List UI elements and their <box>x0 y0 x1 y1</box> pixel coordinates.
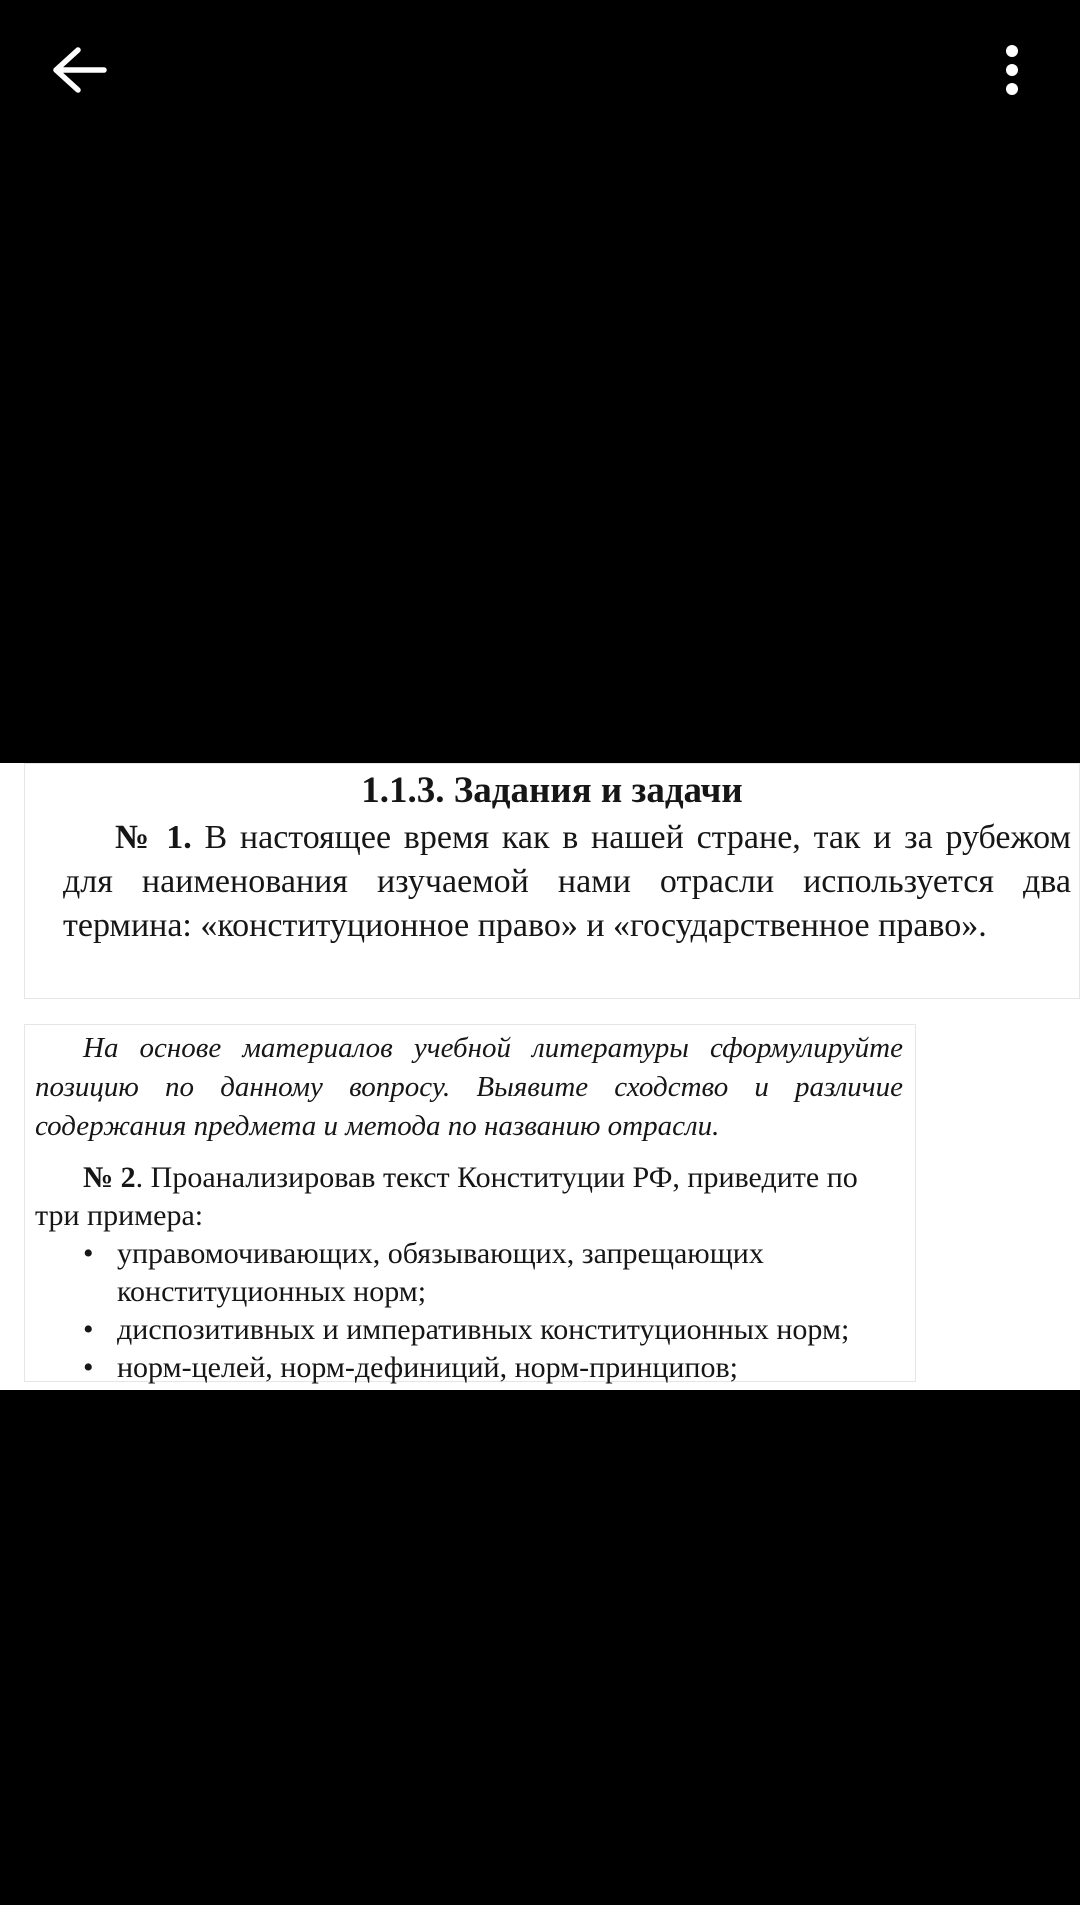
list-item-text: управомочивающих, обязывающих, запрещающих конституционных норм; <box>117 1237 764 1308</box>
photo-image[interactable] <box>0 763 1080 1390</box>
bullet-icon: • <box>83 1237 94 1270</box>
page-fragment-task-2 <box>24 1024 916 1382</box>
list-item <box>35 1235 903 1311</box>
list-item-text: диспозитивных и императивных конституционных норм; <box>117 1313 850 1346</box>
list-item-text: норм-целей, норм-дефиниций, норм-принципов; <box>117 1351 738 1384</box>
more-options-button[interactable] <box>980 36 1044 108</box>
more-vertical-icon <box>1004 44 1020 101</box>
list-item <box>35 1311 903 1349</box>
back-button[interactable] <box>38 36 122 108</box>
top-app-bar <box>0 0 1080 150</box>
task-1-paragraph <box>63 816 1071 948</box>
section-title: 1.1.3. Задания и задачи <box>361 770 743 811</box>
task-2-number: № 2 <box>83 1161 136 1194</box>
task-2-bullet-list <box>35 1235 903 1387</box>
arrow-left-icon <box>52 46 108 99</box>
task-2-text: . Проанализировав текст Конституции РФ, приведите по три примера: <box>35 1161 858 1232</box>
bullet-icon: • <box>83 1351 94 1384</box>
task-2-paragraph <box>35 1159 903 1235</box>
bullet-icon: • <box>83 1313 94 1346</box>
task-1-number: № 1. <box>115 819 192 856</box>
page-fragment-tasks-heading <box>24 763 1080 999</box>
task-hint-italic: На основе материалов учебной литературы сформулируйте позицию по данному вопросу. Выявите сходство и различие содержания предмета и метода по названию отрасли. <box>35 1032 903 1142</box>
task-1-text: В настоящее время как в нашей стране, так и за рубежом для наименования изучаемой нами отрасли используется два термина: «конституционное право» и «государственное право». <box>63 819 1072 944</box>
list-item <box>35 1349 903 1387</box>
